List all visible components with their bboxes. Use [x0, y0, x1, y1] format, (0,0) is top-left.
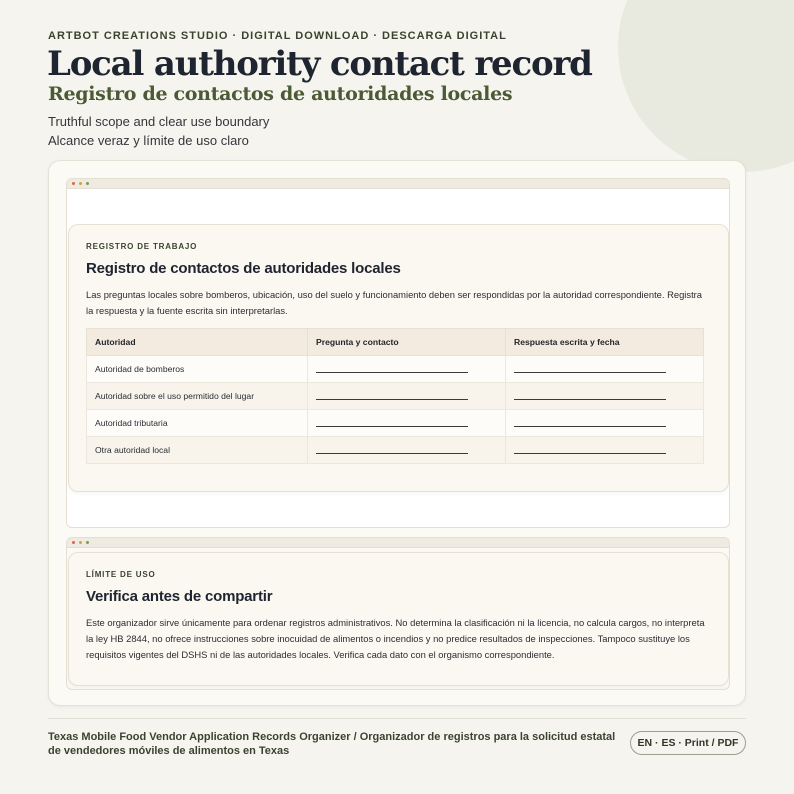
window-titlebar	[67, 179, 729, 189]
written-answer-field[interactable]	[506, 437, 704, 464]
question-contact-field[interactable]	[308, 437, 506, 464]
usage-panel	[68, 552, 729, 686]
question-contact-field[interactable]	[308, 356, 506, 383]
preview-card	[48, 160, 746, 706]
authority-cell: Autoridad de bomberos	[87, 356, 308, 383]
column-header: Respuesta escrita y fecha	[506, 329, 704, 356]
window-dot-icon	[79, 182, 82, 185]
panel-title: Verifica antes de compartir	[86, 588, 273, 605]
panel-description: Las preguntas locales sobre bomberos, ubicación, uso del suelo y funcionamiento deben ser respondidas por la autoridad correspondiente. Registra la respuesta y la fuente escrita sin interpretarlas.	[86, 289, 703, 316]
written-answer-field[interactable]	[506, 410, 704, 437]
decorative-circle	[618, 0, 794, 172]
footer-divider	[48, 718, 746, 719]
usage-window	[66, 537, 730, 690]
table-row	[87, 410, 704, 437]
window-dot-icon	[79, 541, 82, 544]
table-header-row	[87, 329, 704, 356]
column-header: Pregunta y contacto	[308, 329, 506, 356]
record-panel	[68, 224, 729, 492]
table-row	[87, 383, 704, 410]
window-dot-icon	[72, 182, 75, 185]
question-contact-field[interactable]	[308, 410, 506, 437]
table-row	[87, 356, 704, 383]
written-answer-field[interactable]	[506, 356, 704, 383]
panel-label: LÍMITE DE USO	[86, 570, 156, 579]
panel-title: Registro de contactos de autoridades locales	[86, 260, 401, 277]
table-row	[87, 437, 704, 464]
authority-cell: Autoridad tributaria	[87, 410, 308, 437]
eyebrow-text: ARTBOT CREATIONS STUDIO · DIGITAL DOWNLOAD · DESCARGA DIGITAL	[48, 30, 507, 42]
record-window	[66, 178, 730, 528]
window-dot-icon	[86, 182, 89, 185]
panel-description: Este organizador sirve únicamente para ordenar registros administrativos. No determina la clasificación ni la licencia, no calcula cargos, no interpreta la ley HB 2844, no ofrece instrucciones sobre inocuidad de alimentos o incendios y no predice resultados de inspecciones. Tampoco sustituye los requisitos vigentes del DSHS ni de las autoridades locales. Verifica cada dato con el organismo correspondiente.	[86, 617, 705, 660]
page-title: Local authority contact record	[47, 44, 592, 84]
format-badge: EN · ES · Print / PDF	[630, 731, 746, 755]
authority-table	[86, 328, 704, 464]
authority-cell: Autoridad sobre el uso permitido del lugar	[87, 383, 308, 410]
column-header: Autoridad	[87, 329, 308, 356]
subtitle-english: Truthful scope and clear use boundary	[48, 114, 270, 129]
subtitle-spanish: Alcance veraz y límite de uso claro	[48, 133, 249, 148]
window-dot-icon	[72, 541, 75, 544]
product-title: Texas Mobile Food Vendor Application Records Organizer / Organizador de registros para la solicitud estatal de vendedores móviles de alimentos en Texas	[48, 731, 616, 757]
page-title-spanish: Registro de contactos de autoridades locales	[48, 83, 513, 105]
window-titlebar	[67, 538, 729, 548]
window-dot-icon	[86, 541, 89, 544]
written-answer-field[interactable]	[506, 383, 704, 410]
panel-label: REGISTRO DE TRABAJO	[86, 242, 198, 251]
question-contact-field[interactable]	[308, 383, 506, 410]
authority-cell: Otra autoridad local	[87, 437, 308, 464]
